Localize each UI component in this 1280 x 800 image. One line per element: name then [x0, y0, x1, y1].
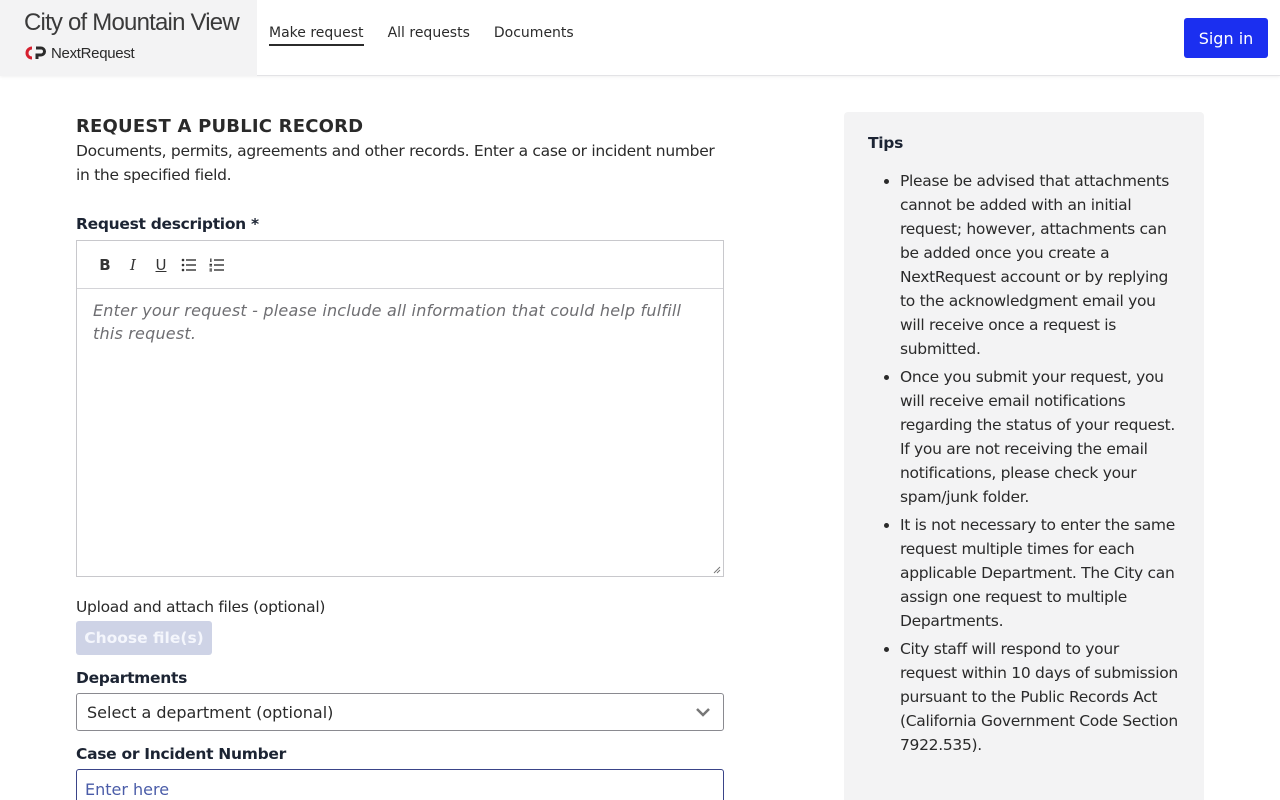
- tip-item: • Please be advised that attachments cannot be added with an initial request; however, attachments can be added once you create a NextRequest account or by replying to the acknowledgment email you will receive once a request is submitted.: [900, 169, 1180, 361]
- case-number-input[interactable]: [76, 769, 724, 800]
- top-header: [0, 0, 1280, 76]
- tips-list: [868, 169, 1180, 757]
- request-form: [76, 112, 724, 763]
- bullet-list-icon[interactable]: [175, 253, 203, 277]
- city-name: City of Mountain View: [24, 9, 239, 36]
- departments-label: Departments: [76, 669, 188, 687]
- tip-item: • City staff will respond to your request within 10 days of submission pursuant to the Public Records Act (California Government Code Section 7922.535).: [900, 637, 1180, 757]
- request-description-label: Request description *: [76, 215, 259, 233]
- sign-in-button[interactable]: Sign in: [1184, 18, 1268, 58]
- request-description-input[interactable]: Enter your request - please include all information that could help fulfill this request.: [93, 301, 682, 343]
- bold-icon[interactable]: B: [99, 255, 111, 274]
- chevron-down-icon: [695, 705, 711, 719]
- main-nav: [269, 25, 598, 46]
- nav-documents[interactable]: Documents: [493, 25, 574, 41]
- nextrequest-logo-icon: [25, 46, 47, 60]
- underline-icon[interactable]: U: [155, 255, 167, 274]
- choose-files-button[interactable]: Choose file(s): [76, 621, 212, 655]
- numbered-list-icon[interactable]: [203, 253, 231, 277]
- rich-text-editor: [76, 240, 724, 577]
- nav-all-requests[interactable]: All requests: [387, 25, 470, 41]
- brand-block[interactable]: [0, 0, 257, 76]
- tip-item: • It is not necessary to enter the same request multiple times for each applicable Department. The City can assign one request to multiple Departments.: [900, 513, 1180, 633]
- editor-toolbar: [77, 241, 723, 289]
- nextrequest-brand: [25, 44, 134, 62]
- resize-handle-icon[interactable]: [713, 566, 721, 574]
- tip-item: • Once you submit your request, you will receive email notifications regarding the status of your request. If you are not receiving the email notifications, please check your spam/junk folder.: [900, 365, 1180, 509]
- page-description: Documents, permits, agreements and other records. Enter a case or incident number in the specified field.: [76, 142, 715, 184]
- departments-select[interactable]: [76, 693, 724, 731]
- product-name: NextRequest: [51, 44, 135, 62]
- page-title: REQUEST A PUBLIC RECORD: [76, 116, 364, 137]
- upload-label: Upload and attach files (optional): [76, 598, 326, 616]
- departments-selected-value: Select a department (optional): [87, 702, 334, 722]
- tips-title: Tips: [868, 134, 904, 152]
- tips-panel: [844, 112, 1204, 800]
- case-number-label: Case or Incident Number: [76, 745, 286, 763]
- nav-make-request[interactable]: Make request: [269, 25, 364, 46]
- italic-icon[interactable]: I: [130, 255, 136, 274]
